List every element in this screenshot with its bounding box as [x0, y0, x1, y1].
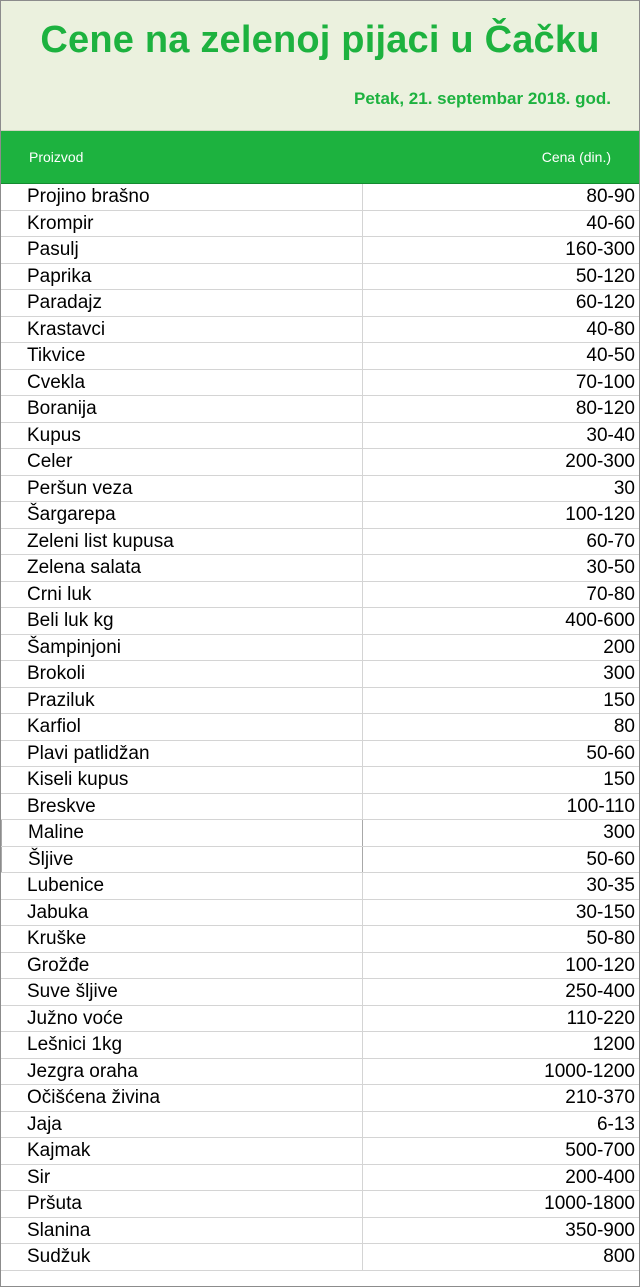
product-name: Sudžuk	[1, 1244, 363, 1270]
column-header-product: Proizvod	[29, 149, 84, 165]
header	[1, 1, 639, 131]
product-name: Crni luk	[1, 582, 363, 608]
product-name: Beli luk kg	[1, 608, 363, 634]
table-row	[1, 926, 639, 953]
product-name: Južno voće	[1, 1006, 363, 1032]
product-price: 400-600	[565, 610, 635, 631]
product-name: Sir	[1, 1165, 363, 1191]
column-header-price: Cena (din.)	[541, 149, 611, 165]
product-price: 40-60	[586, 212, 635, 234]
product-name: Jezgra oraha	[1, 1059, 363, 1085]
product-price: 800	[603, 1246, 635, 1267]
product-name: Celer	[1, 449, 363, 475]
table-row	[1, 1059, 639, 1086]
table-row	[1, 741, 639, 768]
product-name: Projino brašno	[1, 184, 363, 210]
product-price: 50-60	[586, 848, 635, 870]
product-price: 1000-1200	[544, 1060, 635, 1082]
product-name: Kajmak	[1, 1138, 363, 1164]
product-price: 150	[603, 769, 635, 790]
table-row	[1, 449, 639, 476]
table-row	[1, 1191, 639, 1218]
product-price: 100-120	[565, 504, 635, 525]
product-name: Kupus	[1, 423, 363, 449]
product-name: Suve šljive	[1, 979, 363, 1005]
table-row	[1, 953, 639, 980]
product-name: Plavi patlidžan	[1, 741, 363, 767]
table-row	[1, 1085, 639, 1112]
product-name: Kruške	[1, 926, 363, 952]
date-subtitle: Petak, 21. septembar 2018. god.	[353, 89, 611, 108]
product-price: 100-120	[565, 954, 635, 976]
table-row	[1, 714, 639, 741]
product-price: 30-50	[586, 557, 635, 578]
table-row	[1, 396, 639, 423]
table-row	[1, 476, 639, 503]
table-header	[1, 131, 639, 184]
price-table-body	[1, 184, 639, 1271]
product-price: 60-120	[575, 292, 635, 313]
product-name: Paradajz	[1, 290, 363, 316]
product-price: 150	[603, 689, 635, 711]
product-price: 80-120	[575, 398, 635, 419]
table-row	[1, 237, 639, 264]
product-price: 40-50	[586, 345, 635, 366]
product-price: 100-110	[566, 795, 635, 817]
table-row	[1, 661, 639, 688]
product-name: Zelena salata	[1, 555, 363, 581]
product-price: 110-220	[566, 1007, 635, 1029]
product-price: 50-60	[586, 742, 635, 764]
product-price: 30-40	[586, 424, 635, 446]
table-row	[1, 290, 639, 317]
product-price: 210-370	[565, 1087, 635, 1108]
product-name: Jaja	[1, 1112, 363, 1138]
product-name: Praziluk	[1, 688, 363, 714]
product-price: 40-80	[586, 318, 635, 340]
product-name: Kiseli kupus	[1, 767, 363, 793]
product-price: 160-300	[565, 239, 635, 260]
product-price: 70-80	[586, 583, 635, 605]
table-row	[1, 555, 639, 582]
table-row	[1, 979, 639, 1006]
table-row	[1, 343, 639, 370]
table-row	[1, 1218, 639, 1245]
table-row	[1, 1244, 639, 1271]
product-name: Peršun veza	[1, 476, 363, 502]
table-row	[1, 820, 639, 847]
product-price: 200-400	[565, 1166, 635, 1188]
table-row	[1, 423, 639, 450]
table-row	[1, 767, 639, 794]
product-price: 30	[613, 477, 635, 499]
product-name: Zeleni list kupusa	[1, 529, 363, 555]
table-row	[1, 688, 639, 715]
table-row	[1, 317, 639, 344]
product-price: 300	[603, 822, 635, 843]
product-price: 1200	[592, 1034, 635, 1055]
product-price: 200	[603, 636, 635, 658]
table-row	[1, 184, 639, 211]
product-price: 50-80	[586, 928, 635, 949]
product-price: 250-400	[565, 981, 635, 1002]
product-price: 60-70	[586, 530, 635, 552]
product-name: Jabuka	[1, 900, 363, 926]
product-price: 30-150	[575, 901, 635, 923]
product-name: Maline	[1, 820, 363, 846]
product-price: 6-13	[596, 1113, 635, 1135]
product-name: Očišćena živina	[1, 1085, 363, 1111]
product-name: Šargarepa	[1, 502, 363, 528]
product-price: 500-700	[565, 1140, 635, 1161]
product-price: 350-900	[565, 1219, 635, 1241]
product-name: Boranija	[1, 396, 363, 422]
product-name: Šampinjoni	[1, 635, 363, 661]
table-row	[1, 608, 639, 635]
product-name: Pršuta	[1, 1191, 363, 1217]
product-name: Šljive	[1, 847, 363, 873]
table-row	[1, 502, 639, 529]
page-title: Cene na zelenoj pijaci u Čačku	[40, 19, 600, 61]
product-price: 300	[603, 663, 635, 684]
table-row	[1, 1032, 639, 1059]
table-row	[1, 873, 639, 900]
product-name: Cvekla	[1, 370, 363, 396]
table-row	[1, 635, 639, 662]
table-row	[1, 582, 639, 609]
table-row	[1, 847, 639, 874]
table-row	[1, 900, 639, 927]
table-row	[1, 1112, 639, 1139]
product-name: Tikvice	[1, 343, 363, 369]
product-name: Slanina	[1, 1218, 363, 1244]
table-row	[1, 370, 639, 397]
product-name: Karfiol	[1, 714, 363, 740]
product-price: 1000-1800	[544, 1193, 635, 1214]
product-name: Krastavci	[1, 317, 363, 343]
product-price: 30-35	[586, 875, 635, 896]
table-row	[1, 1006, 639, 1033]
product-name: Krompir	[1, 211, 363, 237]
table-row	[1, 794, 639, 821]
product-price: 200-300	[565, 451, 635, 472]
product-name: Brokoli	[1, 661, 363, 687]
product-name: Paprika	[1, 264, 363, 290]
product-name: Breskve	[1, 794, 363, 820]
table-row	[1, 1138, 639, 1165]
product-name: Grožđe	[1, 953, 363, 979]
product-price: 80	[613, 716, 635, 737]
product-price: 70-100	[575, 371, 635, 393]
product-name: Pasulj	[1, 237, 363, 263]
table-row	[1, 211, 639, 238]
table-row	[1, 529, 639, 556]
table-row	[1, 1165, 639, 1192]
product-name: Lešnici 1kg	[1, 1032, 363, 1058]
table-row	[1, 264, 639, 291]
product-price: 50-120	[575, 265, 635, 287]
product-price: 80-90	[586, 186, 635, 207]
product-name: Lubenice	[1, 873, 363, 899]
